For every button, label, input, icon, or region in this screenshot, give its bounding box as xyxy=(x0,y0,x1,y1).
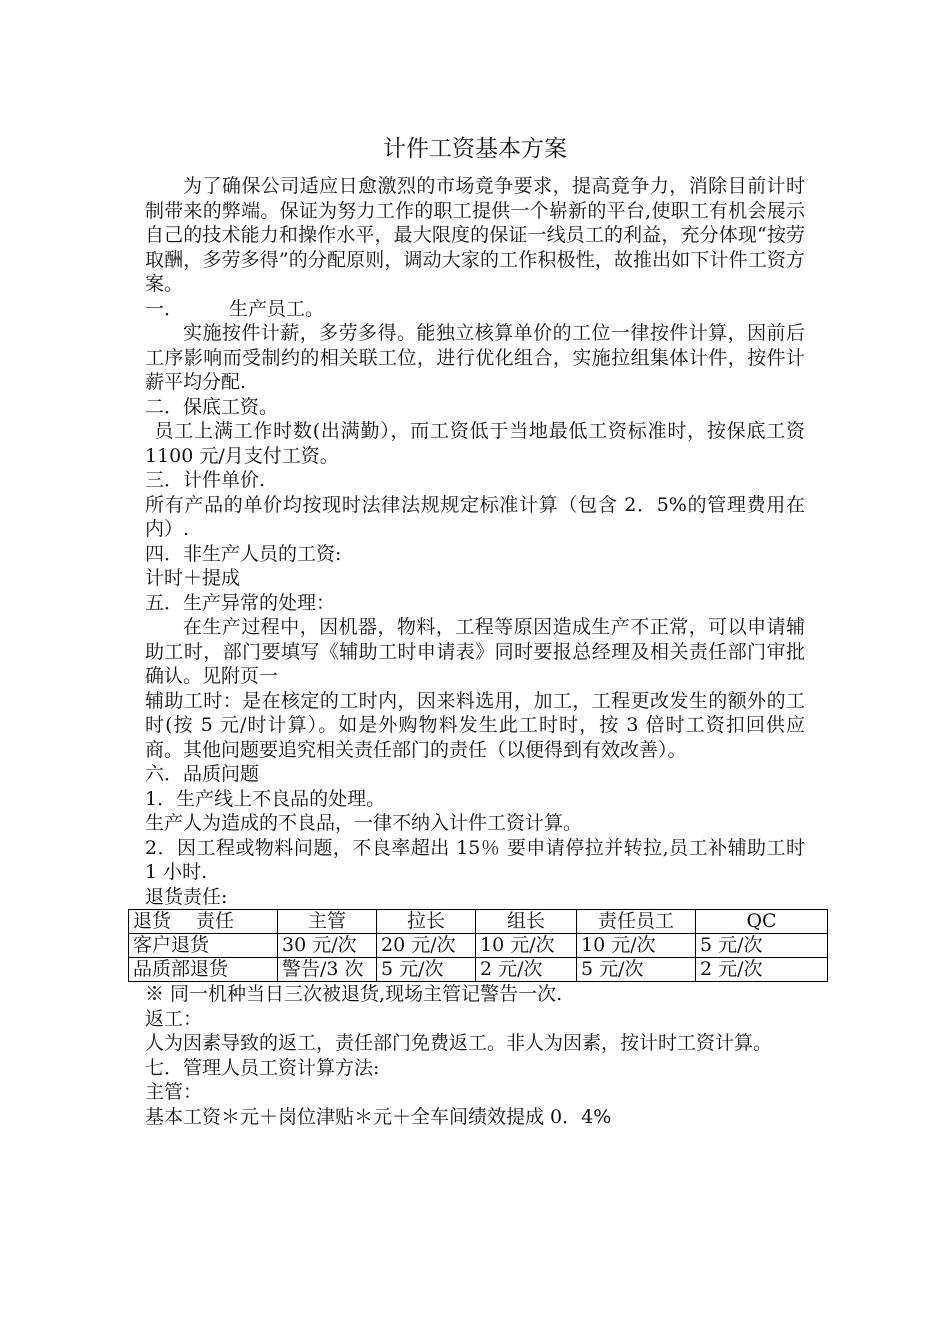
table-header-cell: 拉长 xyxy=(377,910,476,934)
section-1-title: 生产员工。 xyxy=(229,297,325,320)
table-header-cell: 组长 xyxy=(476,910,577,934)
document-title: 计件工资基本方案 xyxy=(383,136,567,162)
section-5-text-1: 在生产过程中，因机器，物料，工程等原因造成生产不正常，可以申请辅助工时，部门要填写《辅助工时申请表》同时要报总经理及相关责任部门审批确认。见附页一 xyxy=(145,616,805,687)
table-cell: 2 元/次 xyxy=(476,958,577,982)
table-cell: 5 元/次 xyxy=(696,934,828,958)
rework-text: 人为因素导致的返工，责任部门免费返工。非人为因素，按计时工资计算。 xyxy=(145,1032,773,1054)
table-header-cell: 主管 xyxy=(278,910,377,934)
table-cell: 客户退货 xyxy=(129,934,278,958)
supervisor-formula: 基本工资＊元＋岗位津贴＊元＋全车间绩效提成 0．4% xyxy=(145,1105,612,1128)
table-cell: 10 元/次 xyxy=(577,934,696,958)
table-cell: 2 元/次 xyxy=(696,958,828,982)
returns-label: 退货责任: xyxy=(145,885,228,908)
table-cell: 20 元/次 xyxy=(377,934,476,958)
section-6-item-1-title: 1．生产线上不良品的处理。 xyxy=(145,787,386,810)
section-3-heading: 三．计件单价. xyxy=(145,469,266,491)
section-1-heading xyxy=(145,297,805,322)
returns-responsibility-table xyxy=(128,909,828,982)
table-header-row xyxy=(129,910,828,934)
table-row xyxy=(129,958,828,982)
section-4-text: 计时＋提成 xyxy=(145,567,241,589)
section-6-item-2-text: 2．因工程或物料问题，不良率超出 15％ 要申请停拉并转拉,员工补辅助工时 1 小时. xyxy=(145,836,805,883)
intro-paragraph: 为了确保公司适应日愈激烈的市场竟争要求，提高竟争力，消除目前计时制带来的弊端。保证为努力工作的职工提供一个崭新的平台,使职工有机会展示自己的技术能力和操作水平，最大限度的保证一线员工的利益，充分体现“按劳取酬，多劳多得”的分配原则，调动大家的工作积极性，故推出如下计件工资方案。 xyxy=(145,175,805,295)
table-cell: 10 元/次 xyxy=(476,934,577,958)
returns-note: ※ 同一机种当日三次被退货,现场主管记警告一次. xyxy=(145,983,563,1005)
rework-label: 返工： xyxy=(145,1007,203,1030)
table-cell: 警告/3 次 xyxy=(278,958,377,982)
section-7-heading: 七．管理人员工资计算方法: xyxy=(145,1056,380,1079)
table-header-cell: 责任员工 xyxy=(577,910,696,934)
table-cell: 5 元/次 xyxy=(377,958,476,982)
table-cell: 5 元/次 xyxy=(577,958,696,982)
table-row xyxy=(129,934,828,958)
section-1-number: 一． xyxy=(145,297,184,320)
section-6-item-1-text: 生产人为造成的不良品，一律不纳入计件工资计算。 xyxy=(145,812,583,834)
table-header-cell: 退货 责任 xyxy=(129,910,278,934)
table-cell: 品质部退货 xyxy=(129,958,278,982)
section-3-text: 所有产品的单价均按现时法律法规规定标准计算（包含 2．5%的管理费用在内）. xyxy=(145,493,805,540)
section-2-text: 员工上满工作时数(出满勤），而工资低于当地最低工资标准时，按保底工资 1100 元/月支付工资。 xyxy=(145,420,805,467)
section-2-heading: 二．保底工资。 xyxy=(145,395,279,418)
section-5-heading: 五．生产异常的处理： xyxy=(145,591,336,614)
document-body xyxy=(133,174,805,1129)
supervisor-label: 主管： xyxy=(145,1081,203,1103)
table-cell: 30 元/次 xyxy=(278,934,377,958)
table-header-cell: QC xyxy=(696,910,828,934)
section-4-heading: 四．非生产人员的工资: xyxy=(145,542,342,565)
section-6-heading: 六．品质问题 xyxy=(145,763,260,785)
section-5-text-2: 辅助工时：是在核定的工时内，因来料选用，加工，工程更改发生的额外的工时(按 5 元/时计算）。如是外购物料发生此工时时，按 3 倍时工资扣回供应商。其他问题要追究相关责任部门的责任（以便得到有效改善）。 xyxy=(145,689,805,761)
section-1-text: 实施按件计薪，多劳多得。能独立核算单价的工位一律按件计算，因前后工序影响而受制约的相关联工位，进行优化组合，实施拉组集体计件，按件计薪平均分配. xyxy=(145,322,805,393)
